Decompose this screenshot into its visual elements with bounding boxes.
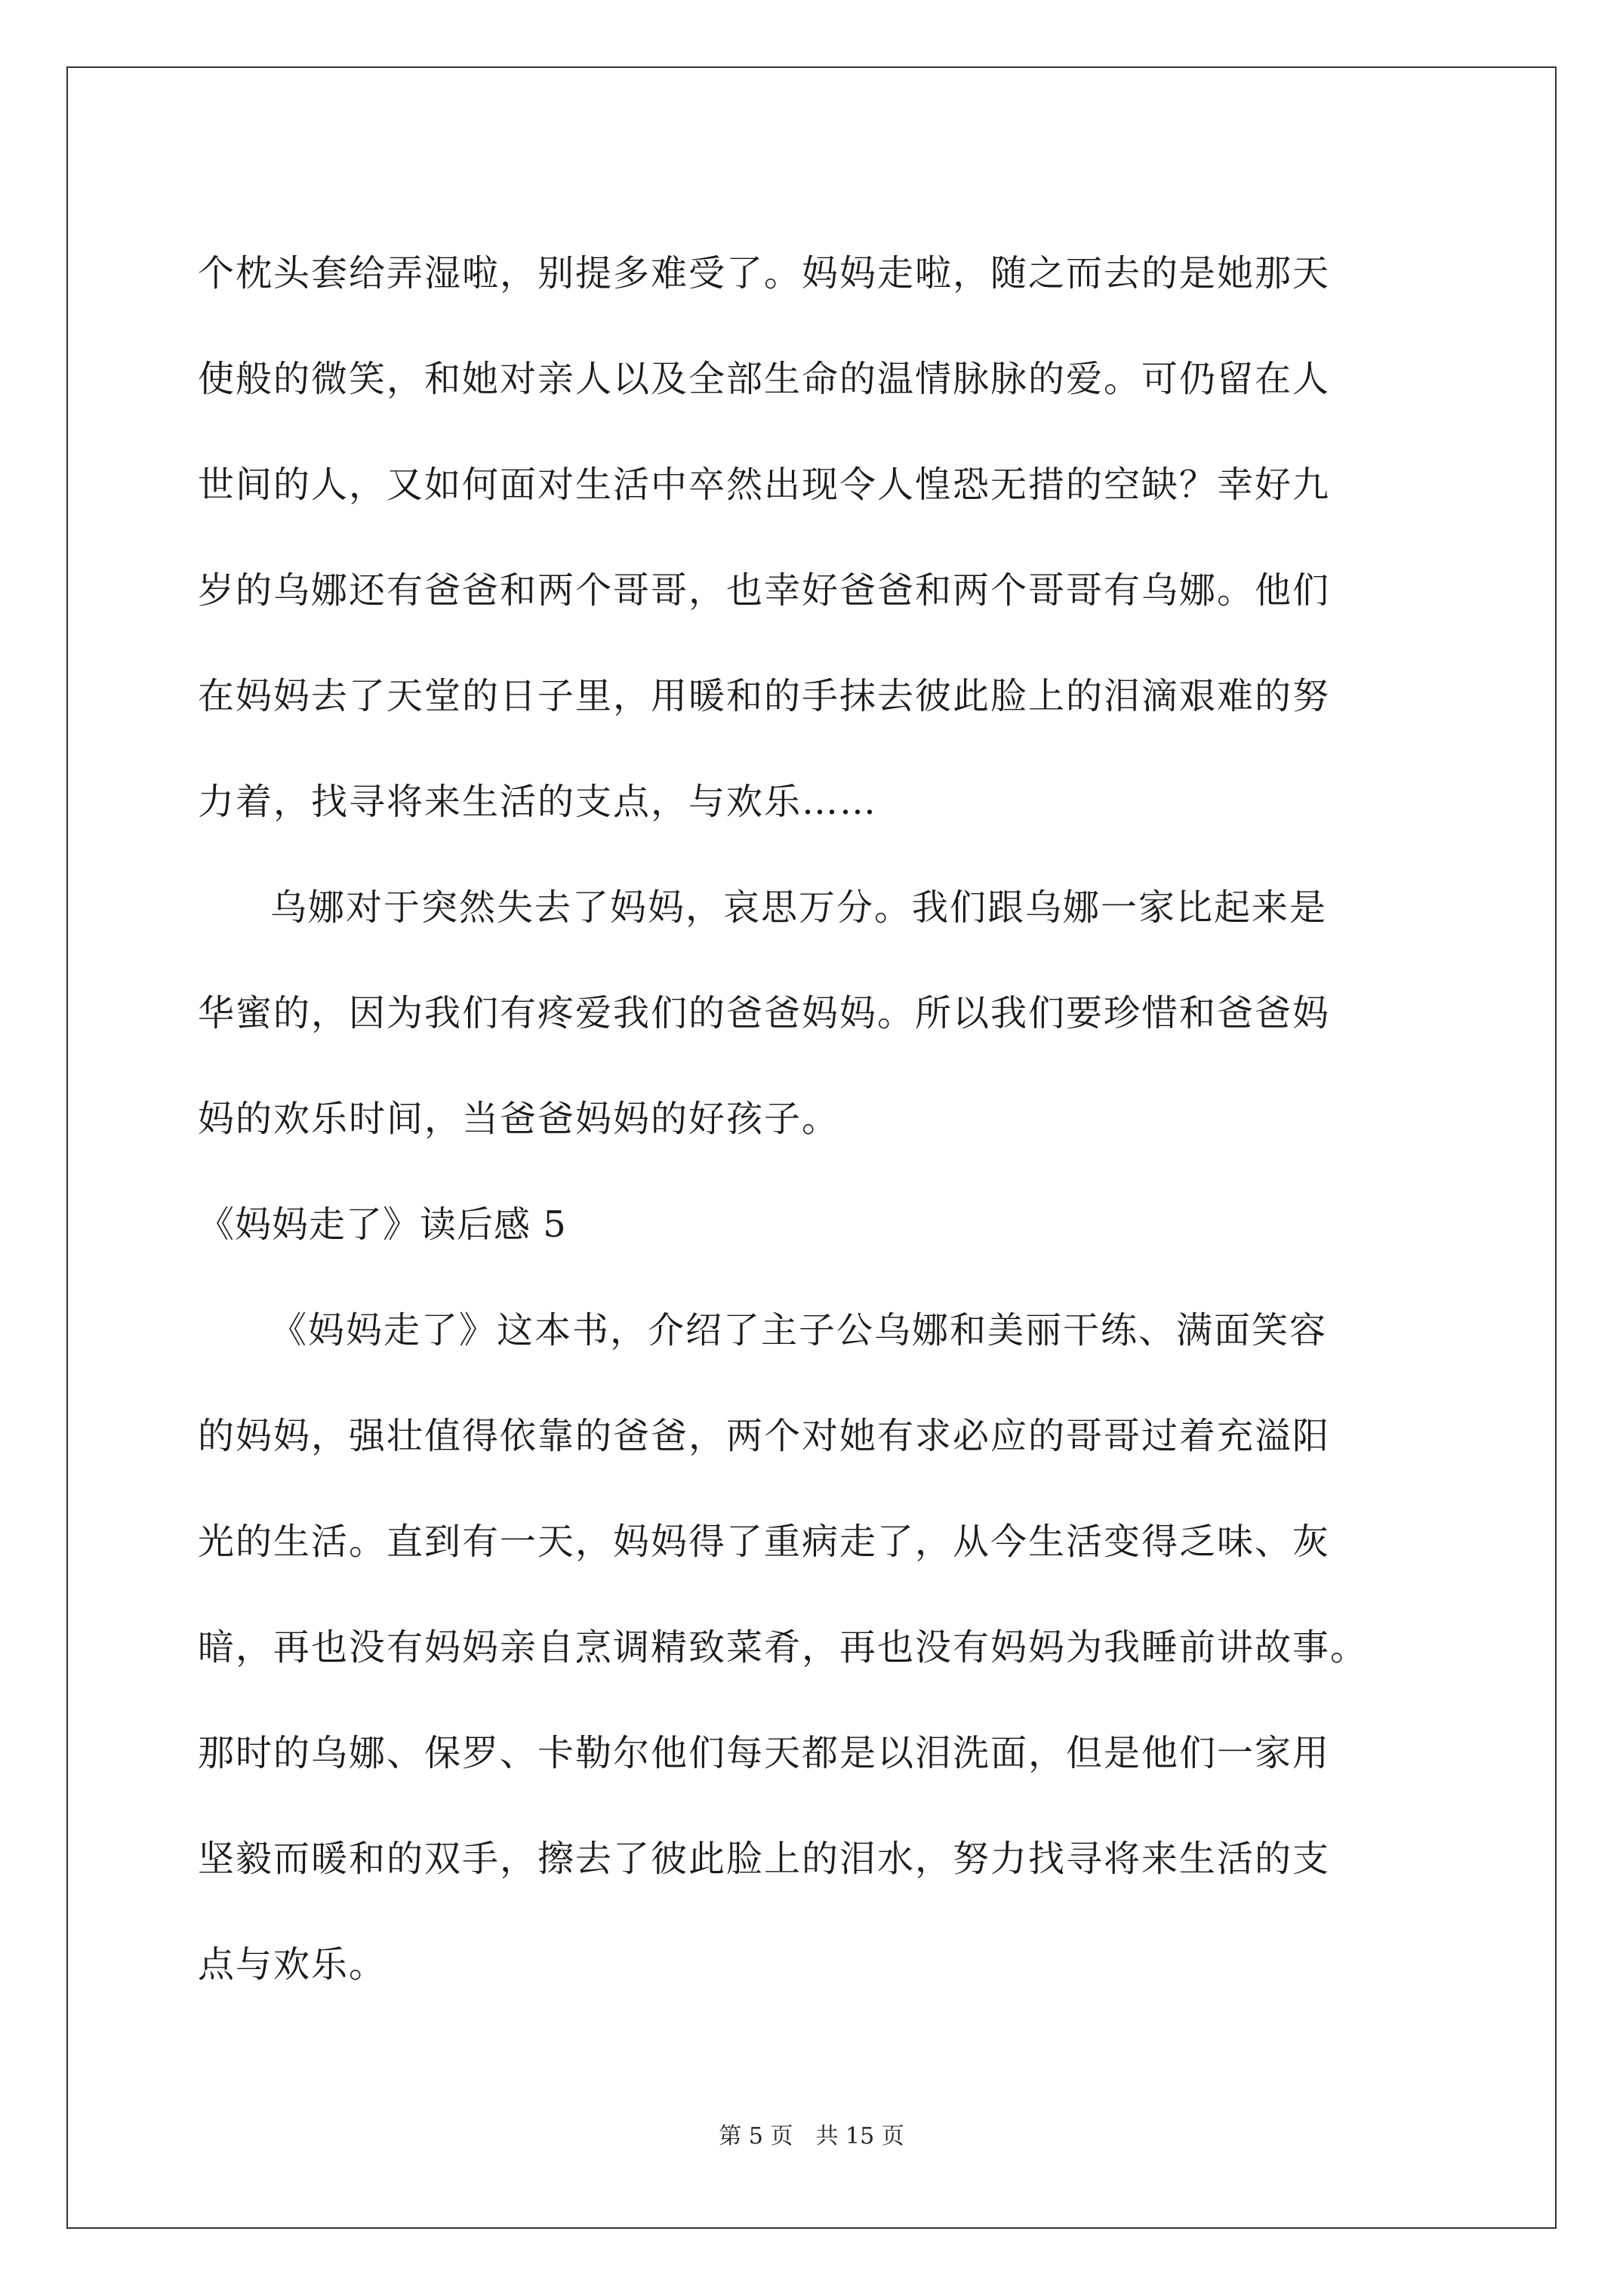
text-line: 点与欢乐。 <box>198 1943 387 1986</box>
text-line: 在妈妈去了天堂的日子里，用暖和的手抹去彼此脸上的泪滴艰难的努 <box>198 675 1331 717</box>
paragraph-start-line: 乌娜对于突然失去了妈妈，哀思万分。我们跟乌娜一家比起来是 <box>270 886 1328 929</box>
text-line: 的妈妈，强壮值得依靠的爸爸，两个对她有求必应的哥哥过着充溢阳 <box>198 1415 1331 1457</box>
text-line: 岁的乌娜还有爸爸和两个哥哥，也幸好爸爸和两个哥哥有乌娜。他们 <box>198 569 1331 612</box>
text-line: 力着，找寻将来生活的支点，与欢乐…… <box>198 781 878 823</box>
text-line: 坚毅而暖和的双手，擦去了彼此脸上的泪水，努力找寻将来生活的支 <box>198 1838 1331 1880</box>
section-heading: 《妈妈走了》读后感 5 <box>198 1203 567 1246</box>
text-line: 那时的乌娜、保罗、卡勒尔他们每天都是以泪洗面，但是他们一家用 <box>198 1732 1331 1774</box>
text-line: 光的生活。直到有一天，妈妈得了重病走了，从今生活变得乏味、灰 <box>198 1521 1331 1563</box>
paragraph-start-line: 《妈妈走了》这本书，介绍了主子公乌娜和美丽干练、满面笑容 <box>270 1309 1328 1351</box>
text-line: 使般的微笑，和她对亲人以及全部生命的温情脉脉的爱。可仍留在人 <box>198 358 1331 400</box>
text-line: 世间的人，又如何面对生活中卒然出现令人惶恐无措的空缺？幸好九 <box>198 464 1331 506</box>
document-body <box>198 220 1443 2017</box>
page-number-footer: 第 5 页 共 15 页 <box>719 2123 904 2150</box>
text-line: 暗，再也没有妈妈亲自烹调精致菜肴，再也没有妈妈为我睡前讲故事。 <box>198 1626 1369 1669</box>
text-line: 个枕头套给弄湿啦，别提多难受了。妈妈走啦，随之而去的是她那天 <box>198 252 1331 294</box>
text-line: 妈的欢乐时间，当爸爸妈妈的好孩子。 <box>198 1098 840 1140</box>
text-line: 华蜜的，因为我们有疼爱我们的爸爸妈妈。所以我们要珍惜和爸爸妈 <box>198 992 1331 1034</box>
